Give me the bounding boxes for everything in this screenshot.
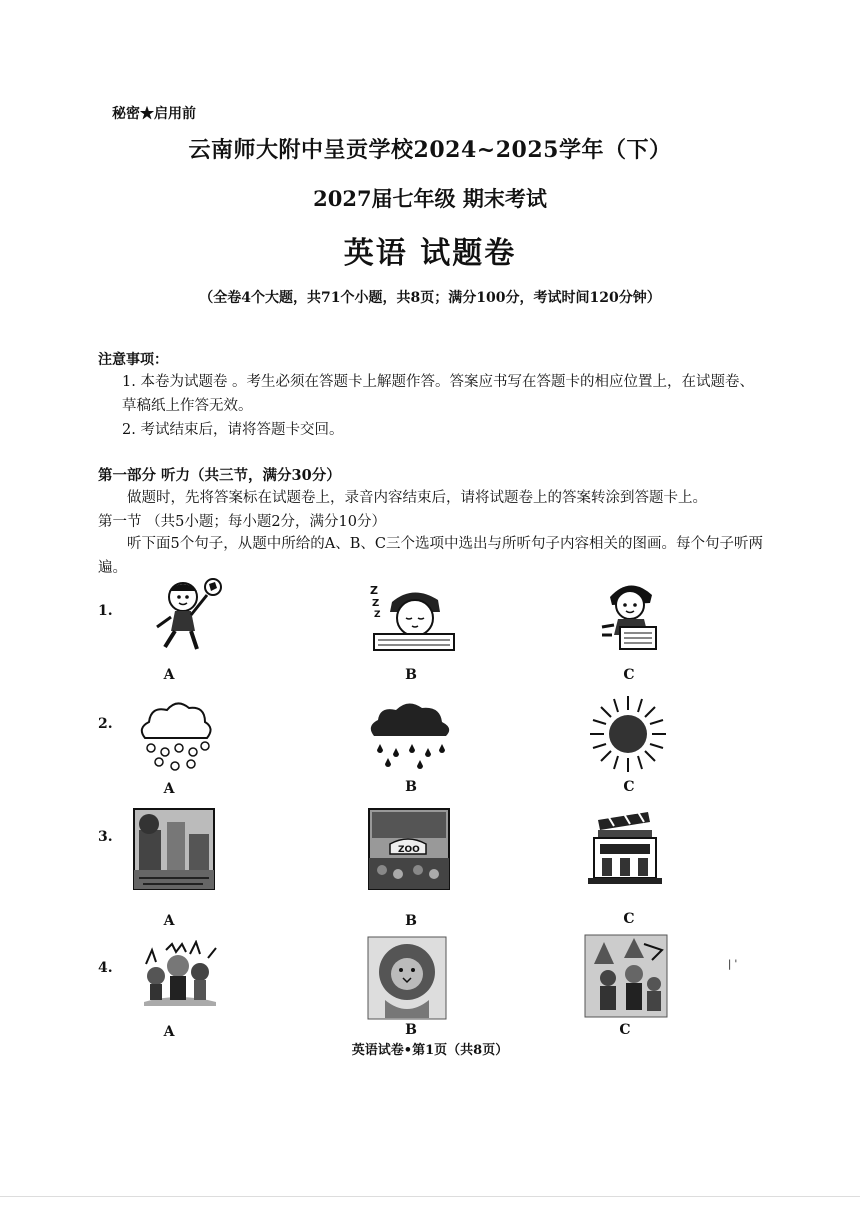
option-label: C bbox=[623, 911, 635, 927]
boy-reading-icon bbox=[590, 577, 670, 655]
snow-cloud-icon bbox=[135, 698, 215, 774]
option-label: B bbox=[405, 1022, 417, 1038]
option-label: A bbox=[163, 1024, 175, 1040]
question-number: 2. bbox=[98, 716, 113, 732]
svg-text:ZOO: ZOO bbox=[398, 845, 420, 855]
zoo-photo-icon bbox=[368, 808, 450, 890]
option-label: C bbox=[623, 779, 635, 795]
festival-icon bbox=[584, 934, 668, 1018]
svg-text:Z: Z bbox=[372, 598, 380, 609]
lion-icon bbox=[367, 936, 447, 1020]
park-photo-icon bbox=[133, 808, 215, 890]
question-number: 1. bbox=[98, 603, 113, 619]
exam-meta: （全卷4个大题，共71个小题，共8页；满分100分，考试时间120分钟） bbox=[199, 290, 661, 306]
svg-text:Z: Z bbox=[374, 610, 381, 620]
sun-icon bbox=[588, 694, 668, 774]
option-label: B bbox=[405, 779, 417, 795]
exam-title: 2027届七年级 期末考试 bbox=[313, 186, 547, 211]
part1-instruction: 做题时，先将答案标在试题卷上，录音内容结束后，请将试题卷上的答案转涂到答题卡上。 bbox=[127, 490, 707, 506]
margin-marks: | ' bbox=[728, 959, 738, 970]
question-number: 3. bbox=[98, 829, 113, 845]
parade-icon bbox=[138, 940, 222, 1008]
option-label: B bbox=[405, 667, 417, 683]
boy-playing-soccer-icon bbox=[135, 575, 225, 655]
option-label: A bbox=[163, 667, 175, 683]
option-label: C bbox=[623, 667, 635, 683]
section1-heading: 第一节 （共5小题；每小题2分，满分10分） bbox=[98, 514, 387, 530]
note-item-1: 1. 本卷为试题卷 。考生必须在答题卡上解题作答。答案应书写在答题卡的相应位置上，在试题卷、草稿纸上作答无效。 bbox=[122, 374, 755, 414]
option-label: B bbox=[405, 913, 417, 929]
option-label: A bbox=[163, 913, 175, 929]
question-number: 4. bbox=[98, 960, 113, 976]
cinema-icon bbox=[584, 806, 668, 892]
secret-label: 秘密★启用前 bbox=[112, 106, 196, 122]
notes-heading: 注意事项： bbox=[98, 352, 168, 368]
option-label: A bbox=[163, 781, 175, 797]
note-item-2: 2. 考试结束后，请将答题卡交回。 bbox=[122, 422, 344, 438]
paper-title: 英语 试题卷 bbox=[343, 236, 517, 271]
boy-sleeping-icon bbox=[368, 582, 458, 654]
school-title: 云南师大附中呈贡学校2024~2025学年（下） bbox=[188, 137, 672, 163]
svg-text:Z: Z bbox=[370, 584, 378, 597]
rain-cloud-icon bbox=[366, 700, 454, 772]
page-footer: 英语试卷•第1页（共8页） bbox=[351, 1043, 509, 1058]
part1-heading: 第一部分 听力（共三节，满分30分） bbox=[98, 467, 341, 484]
page-edge bbox=[0, 1196, 860, 1197]
option-label: C bbox=[619, 1022, 631, 1038]
section1-instruction: 听下面5个句子，从题中所给的A、B、C三个选项中选出与所听句子内容相关的图画。每个句子听两遍。 bbox=[98, 536, 763, 576]
